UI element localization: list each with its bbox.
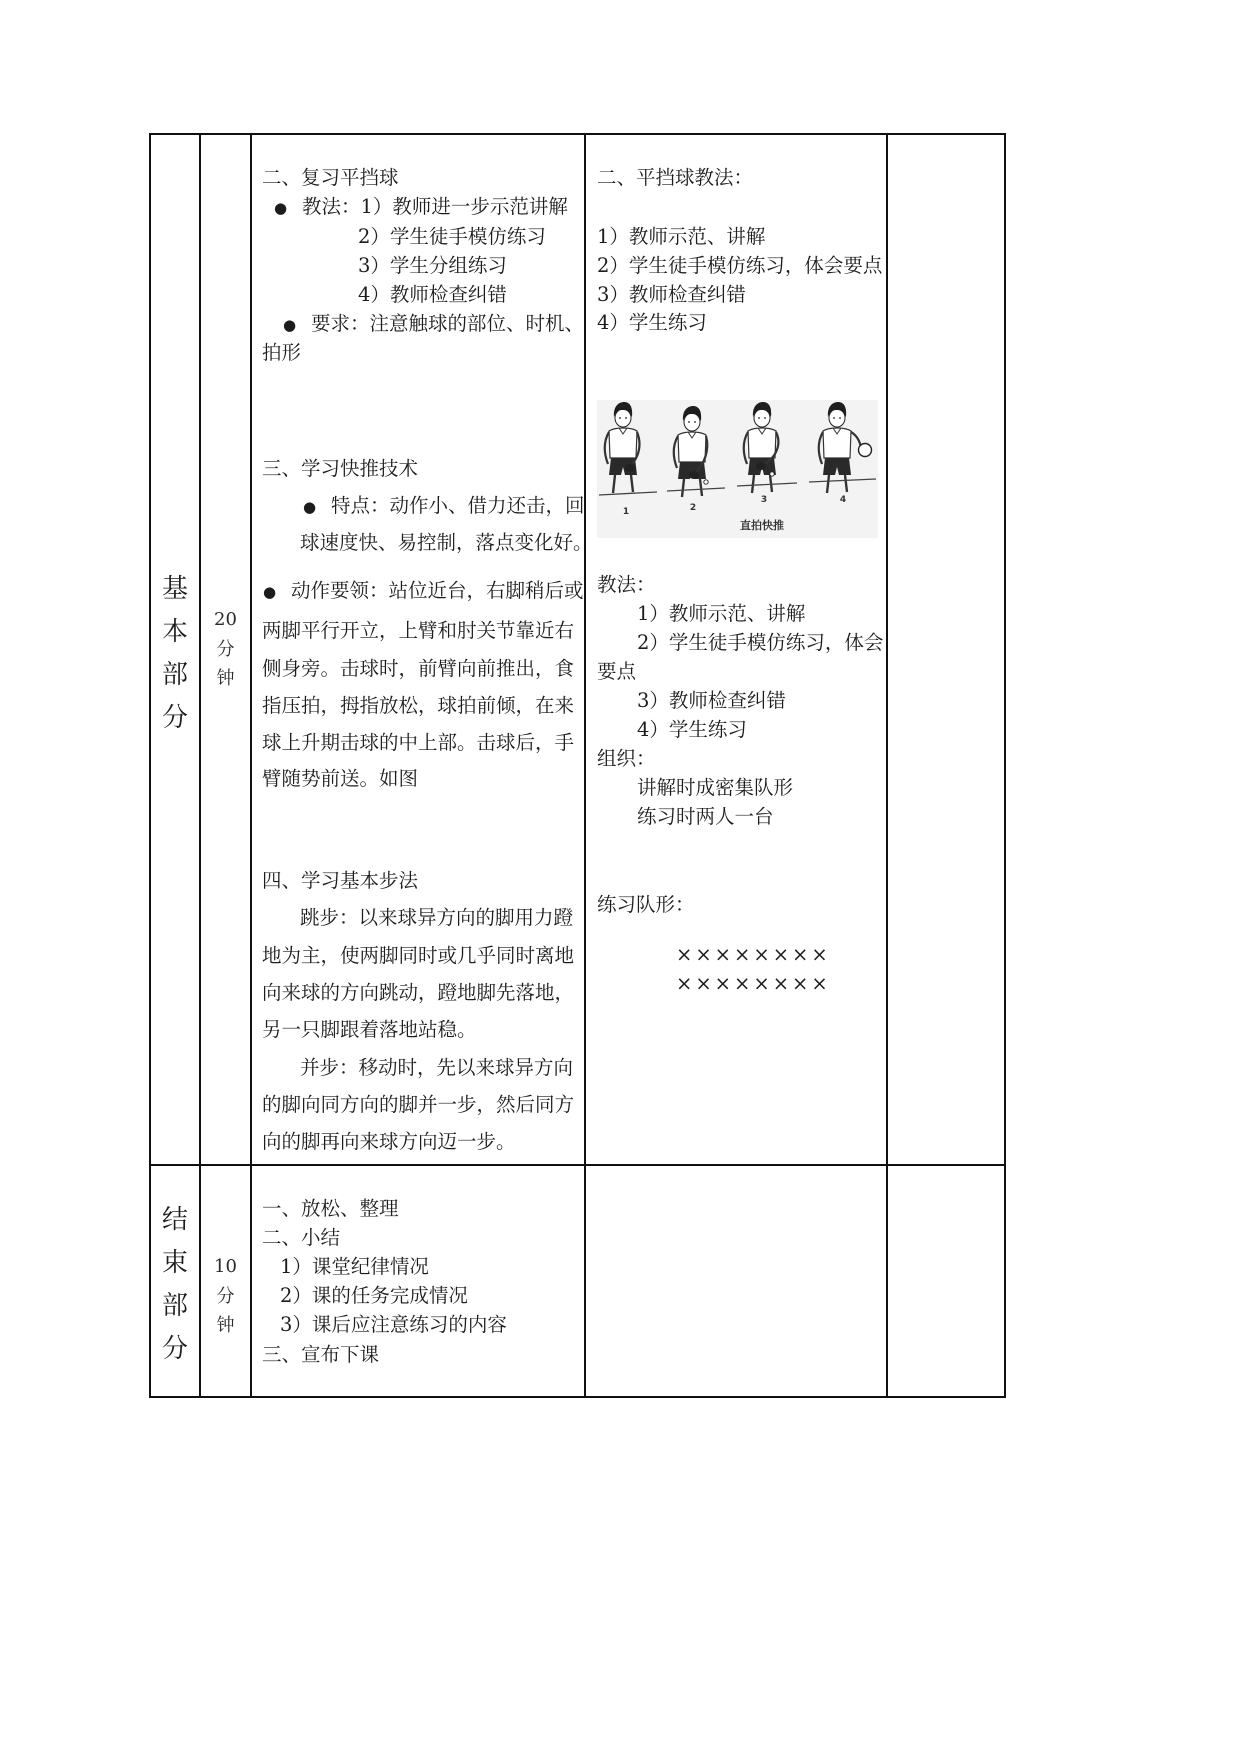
content-line: 2）课的任务完成情况 <box>280 1284 468 1307</box>
content-line: 1）课堂纪律情况 <box>280 1255 429 1278</box>
content-cell <box>251 134 593 1165</box>
bullet-icon: ● <box>303 498 317 516</box>
content-line: 球上升期击球的中上部。击球后，手 <box>262 731 575 754</box>
content-line: 地为主，使两脚同时或几乎同时离地 <box>262 944 575 967</box>
bullet-item <box>263 580 584 603</box>
section-label-text: 结束部分 <box>161 1205 188 1364</box>
bullet-item <box>283 313 584 336</box>
duration-unit: 钟 <box>216 668 235 689</box>
method-line: 要点 <box>597 660 637 683</box>
step-label: 1 <box>622 507 630 517</box>
method-line: 练习时两人一台 <box>637 805 774 828</box>
content-heading: 二、小结 <box>262 1226 341 1249</box>
section-label-text: 基本部分 <box>161 574 188 733</box>
bullet-item <box>303 495 585 518</box>
method-line: 4）学生练习 <box>637 718 747 741</box>
method-cell <box>585 1165 887 1397</box>
content-line: 2）学生徒手模仿练习 <box>358 225 546 248</box>
method-line: 2）学生徒手模仿练习，体会 <box>637 631 884 654</box>
content-line: 两脚平行开立，上臂和肘关节靠近右 <box>262 619 575 642</box>
bullet-item-text: 特点：动作小、借力还击，回 <box>331 494 585 517</box>
section-cell <box>150 1165 200 1397</box>
formation-row: ×××××××× <box>676 972 831 995</box>
content-line: 侧身旁。击球时，前臂向前推出，食 <box>262 657 575 680</box>
method-cell <box>585 134 887 1165</box>
method-line: 讲解时成密集队形 <box>637 776 794 799</box>
duration-number: 10 <box>214 1256 237 1277</box>
method-line: 3）教师检查纠错 <box>637 689 786 712</box>
bullet-item <box>274 196 568 219</box>
content-heading: 三、宣布下课 <box>262 1343 380 1366</box>
content-cell <box>251 1165 585 1397</box>
content-heading: 一、放松、整理 <box>262 1197 399 1220</box>
section-label <box>150 568 200 740</box>
duration-label <box>200 1252 251 1341</box>
content-line: 跳步：以来球异方向的脚用力蹬 <box>300 906 574 929</box>
content-line: 向的脚再向来球方向迈一步。 <box>262 1130 516 1153</box>
bullet-icon: ● <box>283 316 297 334</box>
method-line: 3）教师检查纠错 <box>597 283 746 306</box>
method-heading: 组织： <box>597 747 656 770</box>
bullet-item-text: 教法：1）教师进一步示范讲解 <box>302 195 568 218</box>
duration-unit: 钟 <box>216 1315 235 1336</box>
content-line: 4）教师检查纠错 <box>358 283 507 306</box>
content-heading: 三、学习快推技术 <box>262 457 419 480</box>
content-line: 拍形 <box>262 341 302 364</box>
content-heading: 四、学习基本步法 <box>262 869 419 892</box>
method-heading: 练习队形： <box>597 893 695 916</box>
content-line: 的脚向同方向的脚并一步，然后同方 <box>262 1093 575 1116</box>
content-line: 向来球的方向跳动，蹬地脚先落地， <box>262 981 575 1004</box>
content-line: 并步：移动时，先以来球异方向 <box>300 1056 574 1079</box>
duration-cell <box>200 134 251 1165</box>
fast-push-figure <box>597 400 878 538</box>
section-label <box>150 1199 200 1371</box>
step-label: 2 <box>689 503 697 513</box>
fast-push-illustration <box>597 400 878 538</box>
bullet-icon: ● <box>263 583 277 601</box>
content-line: 球速度快、易控制，落点变化好。 <box>300 531 593 554</box>
bullet-icon: ● <box>274 199 288 217</box>
section-cell <box>150 134 200 1165</box>
method-line: 4）学生练习 <box>597 311 707 334</box>
formation-row: ×××××××× <box>676 943 831 966</box>
content-line: 3）学生分组练习 <box>358 254 507 277</box>
duration-unit: 分 <box>216 1285 235 1307</box>
content-line: 臂随势前送。如图 <box>262 767 419 790</box>
step-label: 3 <box>760 495 768 505</box>
content-line: 指压拍，拇指放松，球拍前倾，在来 <box>262 694 575 717</box>
method-heading: 二、平挡球教法： <box>597 166 754 189</box>
method-heading: 教法： <box>597 573 656 596</box>
step-label: 4 <box>839 495 847 505</box>
bullet-item-text: 要求：注意触球的部位、时机、 <box>311 312 585 335</box>
content-heading: 二、复习平挡球 <box>262 166 399 189</box>
duration-unit: 分 <box>216 638 235 660</box>
notes-cell <box>887 134 1005 1165</box>
method-line: 2）学生徒手模仿练习，体会要点 <box>597 254 883 277</box>
content-line: 3）课后应注意练习的内容 <box>280 1313 507 1336</box>
figure-caption: 直拍快推 <box>740 519 784 532</box>
bullet-item-text: 动作要领：站位近台，右脚稍后或 <box>291 579 584 602</box>
method-line: 1）教师示范、讲解 <box>597 225 766 248</box>
content-line: 另一只脚跟着落地站稳。 <box>262 1018 477 1041</box>
duration-number: 20 <box>214 609 237 630</box>
duration-cell <box>200 1165 251 1397</box>
duration-label <box>200 605 251 694</box>
method-line: 1）教师示范、讲解 <box>637 602 806 625</box>
notes-cell <box>887 1165 1005 1397</box>
